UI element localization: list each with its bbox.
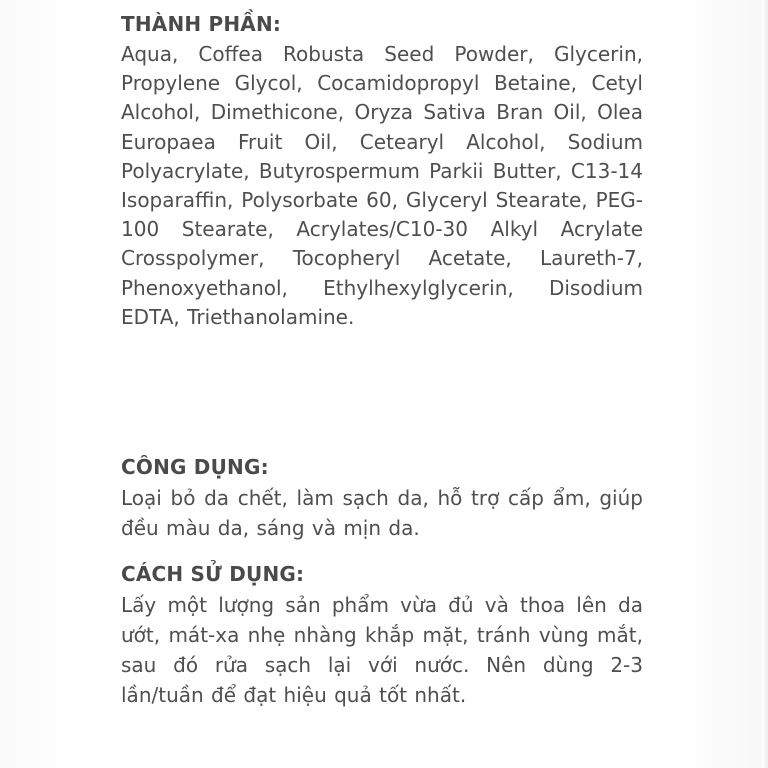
ingredients-heading: THÀNH PHẦN: <box>121 12 282 36</box>
uses-section <box>121 455 643 543</box>
package-edge <box>762 0 768 768</box>
ingredients-section <box>121 12 643 332</box>
usage-heading: CÁCH SỬ DỤNG: <box>121 562 305 586</box>
usage-text: Lấy một lượng sản phẩm vừa đủ và thoa lên da ướt, mát-xa nhẹ nhàng khắp mặt, tránh vùng mắt, sau đó rửa sạch lại với nước. Nên dùng 2-3 lần/tuần để đạt hiệu quả tốt nhất. <box>121 593 643 707</box>
usage-section <box>121 562 643 710</box>
ingredients-text: Aqua, Coffea Robusta Seed Powder, Glycerin, Propylene Glycol, Cocamidopropyl Betaine, Cetyl Alcohol, Dimethicone, Oryza Sativa Bran Oil, Olea Europaea Fruit Oil, Cetearyl Alcohol, Sodium Polyacrylate, Butyrospermum Parkii Butter, C13-14 Isoparaffin, Polysorbate 60, Glyceryl Stearate, PEG-100 Stearate, Acrylates/C10-30 Alkyl Acrylate Crosspolymer, Tocopheryl Acetate, Laureth-7, Phenoxyethanol, Ethylhexylglycerin, Disodium EDTA, Triethanolamine. <box>121 42 643 329</box>
uses-text: Loại bỏ da chết, làm sạch da, hỗ trợ cấp ẩm, giúp đều màu da, sáng và mịn da. <box>121 486 643 540</box>
uses-heading: CÔNG DỤNG: <box>121 455 269 479</box>
